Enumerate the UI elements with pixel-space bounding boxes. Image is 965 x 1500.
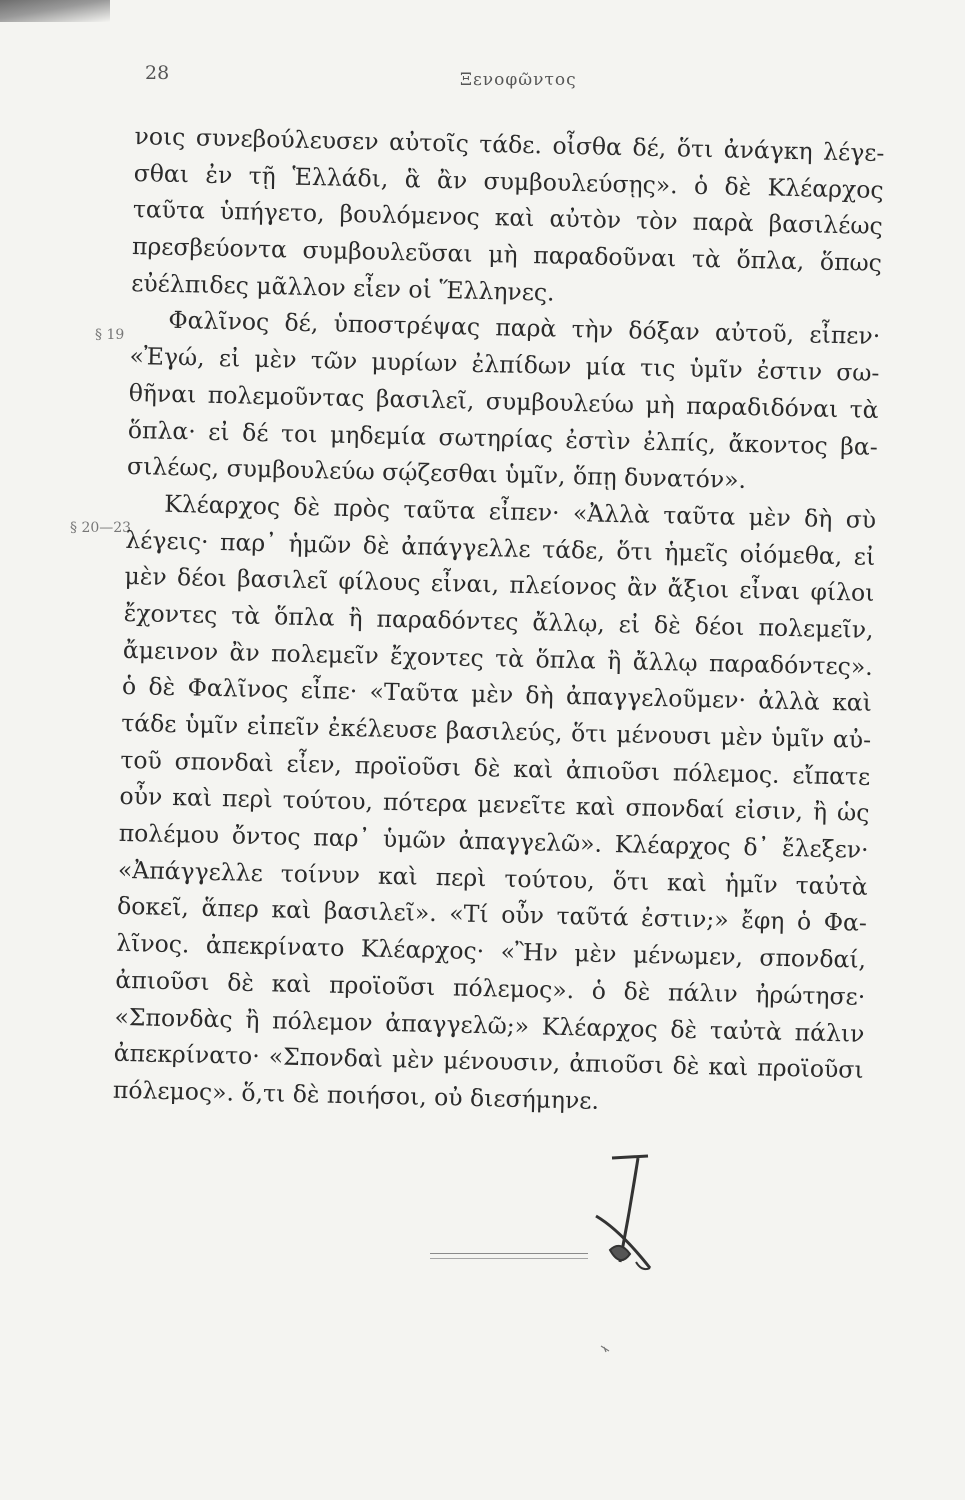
ink-speck-icon — [600, 1345, 610, 1353]
text-line: ὁ δὲ Φαλῖνος εἶπε· «Ταῦτα μὲν δὴ ἀπαγγελοῦμεν· ἀλλὰ καὶ — [121, 672, 873, 718]
text-line: σθαι ἐν τῇ Ἑλλάδι, ἃ ἂν συμβουλεύσῃς». ὁ δὲ Κλέαρχος — [133, 158, 884, 204]
text-line: δοκεῖ, ἅπερ καὶ βασιλεῖ». «Τί οὖν ταῦτά ἐστιν;» ἔφη ὁ Φα- — [116, 892, 868, 938]
text-line: νοις συνεβούλευσεν αὐτοῖς τάδε. οἶσθα δέ, ὅτι ἀνάγκη λέγε- — [134, 121, 885, 168]
text-line: πρεσβεύοντα συμβουλεῦσαι μὴ παραδοῦναι τὰ ὅπλα, ὅπως — [131, 232, 883, 278]
text-line: τάδε ὑμῖν εἰπεῖν ἐκέλευσε βασιλεύς, ὅτι μένουσι μὲν ὑμῖν αὐ- — [120, 708, 872, 754]
text-line: «Ἀπάγγελλε τοίνυν καὶ περὶ τούτου, ὅτι καὶ ἡμῖν ταὐτὰ — [117, 855, 869, 901]
margin-note-section-20-23: § 20—23 — [70, 520, 132, 536]
scan-shadow — [0, 0, 110, 22]
section-divider-underline — [430, 1258, 588, 1259]
text-line: οὖν καὶ περὶ τούτου, πότερα μενεῖτε καὶ σπονδαί εἰσιν, ἢ ὡς — [119, 782, 870, 828]
text-line: θῆναι πολεμοῦντας βασιλεῖ, συμβουλεύω μὴ παραδιδόναι τὰ — [128, 378, 879, 424]
text-line: πολέμου ὄντος παρ᾿ ὑμῶν ἀπαγγελῶ». Κλέαρχος δ᾿ ἔλεξεν· — [118, 818, 869, 864]
text-line: μὲν δέοι βασιλεῖ φίλους εἶναι, πλείονος ἂν ἄξιοι εἶναι φίλοι — [124, 562, 875, 608]
text-line: ἀπιοῦσι δὲ καὶ προϊοῦσι πόλεμος». ὁ δὲ πάλιν ἠρώτησε· — [115, 965, 866, 1011]
section-divider — [430, 1253, 588, 1254]
text-line: «Ἐγώ, εἰ μὲν τῶν μυρίων ἐλπίδων μία τις ὑμῖν ἐστιν σω- — [129, 342, 880, 388]
text-line: πόλεμος». ὅ,τι δὲ ποιήσοι, οὐ διεσήμηνε. — [112, 1075, 600, 1115]
pen-mark-icon — [590, 1150, 670, 1280]
text-line: τοῦ σπονδαὶ εἶεν, προϊοῦσι δὲ καὶ ἀπιοῦσι πόλεμος. εἴπατε — [120, 745, 871, 791]
running-title: Ξενοφῶντος — [460, 70, 577, 90]
text-line: ταῦτα ὑπήγετο, βουλόμενος καὶ αὐτὸν τὸν παρὰ βασιλέως — [132, 195, 884, 241]
text-line: σιλέως, συμβουλεύω σῴζεσθαι ὑμῖν, ὅπῃ δυνατόν». — [126, 452, 747, 495]
body-text — [113, 118, 885, 1125]
text-line: λέγεις· παρ᾿ ἡμῶν δὲ ἀπάγγελλε τάδε, ὅτι ἡμεῖς οἰόμεθα, εἰ — [125, 525, 876, 571]
text-line: «Σπονδὰς ἢ πόλεμον ἀπαγγελῶ;» Κλέαρχος δὲ ταὐτὰ πάλιν — [114, 1002, 865, 1048]
text-line: ἔχοντες τὰ ὅπλα ἢ παραδόντες ἄλλῳ, εἰ δὲ δέοι πολεμεῖν, — [123, 598, 874, 644]
text-line: Φαλῖνος δέ, ὑποστρέψας παρὰ τὴν δόξαν αὐτοῦ, εἶπεν· — [168, 306, 881, 351]
text-line: εὐέλπιδες μᾶλλον εἶεν οἱ Ἕλληνες. — [130, 268, 555, 307]
margin-note-section-19: § 19 — [95, 327, 125, 343]
text-line: Κλέαρχος δὲ πρὸς ταῦτα εἶπεν· «Ἀλλὰ ταῦτα μὲν δὴ σὺ — [163, 489, 877, 534]
text-line: ἄμεινον ἂν πολεμεῖν ἔχοντες τὰ ὅπλα ἢ ἄλλῳ παραδόντες». — [122, 635, 874, 681]
page-number: 28 — [145, 62, 170, 84]
text-line: ὅπλα· εἰ δέ τοι μηδεμία σωτηρίας ἐστὶν ἐλπίς, ἄκοντος βα- — [127, 415, 879, 461]
text-line: ἀπεκρίνατο· «Σπονδαὶ μὲν μένουσιν, ἀπιοῦσι δὲ καὶ προϊοῦσι — [113, 1038, 864, 1084]
text-line: λῖνος. ἀπεκρίνατο Κλέαρχος· «Ἢν μὲν μένωμεν, σπονδαί, — [115, 928, 867, 974]
page-header — [145, 62, 885, 102]
